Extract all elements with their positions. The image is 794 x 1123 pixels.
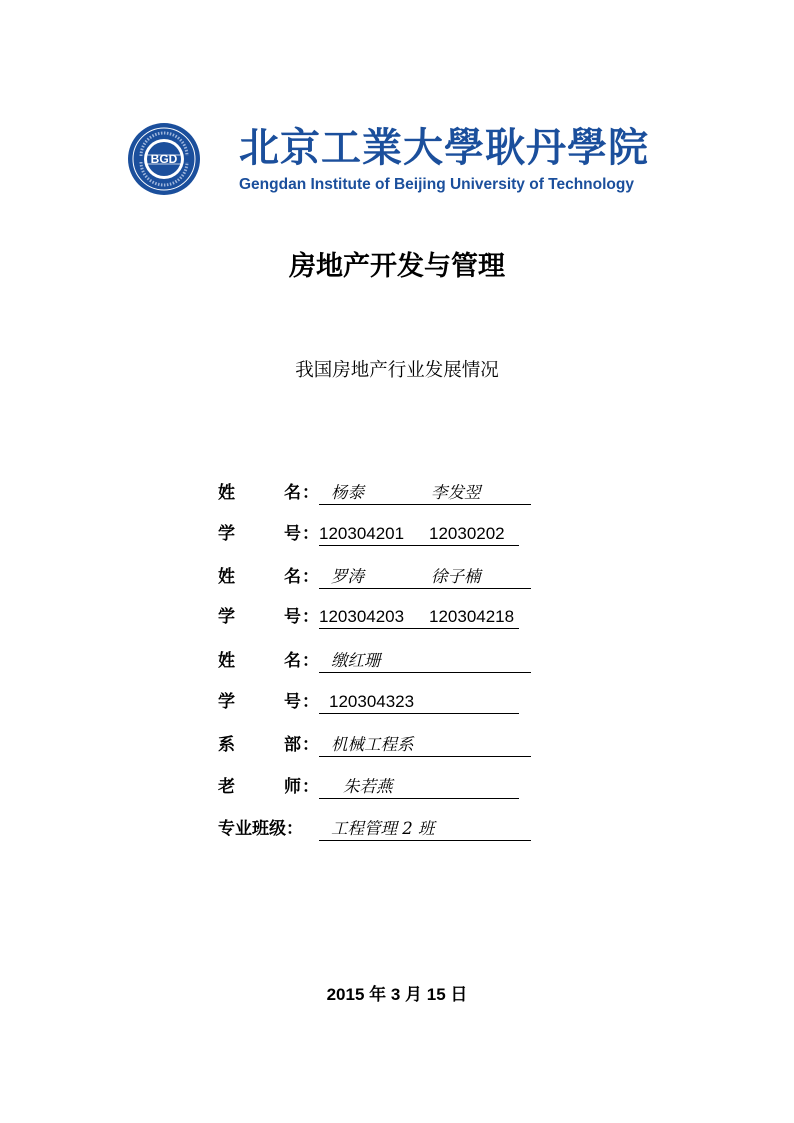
student-id: 120304218 [429, 607, 515, 626]
student-name: 李发翌 [431, 483, 481, 502]
school-header [127, 122, 667, 198]
name-row-3: 姓 名 ： 缴红珊 [218, 646, 528, 676]
course-title: 房地产开发与管理 [289, 251, 505, 282]
field-value [319, 646, 531, 673]
field-value [319, 562, 531, 589]
id-row-2: 学 号 ： 120304203 120304218 [218, 602, 528, 632]
field-value [319, 687, 519, 714]
id-row-3: 学 号 ： 120304323 [218, 687, 528, 717]
student-name: 罗涛 [331, 567, 364, 586]
name-row-2: 姓 名 ： 罗涛 徐子楠 [218, 562, 528, 592]
student-id: 120304203 [319, 607, 405, 626]
department-row: 系 部 ： 机械工程系 [218, 730, 528, 760]
student-name: 徐子楠 [431, 567, 481, 586]
school-name-english: Gengdan Institute of Beijing University of Technology [239, 176, 634, 193]
school-name-chinese: 北京工業大學耿丹學院 [239, 124, 649, 171]
field-value [319, 478, 531, 505]
report-subtitle: 我国房地产行业发展情况 [295, 360, 499, 381]
teacher-value: 朱若燕 [343, 777, 393, 796]
seal-text: BGD [150, 152, 178, 166]
student-id: 120304201 [319, 524, 405, 543]
class-row: 专业班级： 工程管理 2 班 [218, 814, 528, 844]
name-row-1: 姓 名 ： 杨泰 李发翌 [218, 478, 528, 508]
student-id: 120304323 [329, 692, 415, 711]
teacher-row: 老 师 ： 朱若燕 [218, 772, 528, 802]
submission-date: 2015 年 3 月 15 日 [326, 985, 468, 1004]
field-value [319, 814, 531, 841]
field-value [319, 602, 519, 629]
id-row-1: 学 号 ： 120304201 12030202 [218, 519, 528, 549]
field-value [319, 772, 519, 799]
student-id: 12030202 [429, 524, 505, 543]
class-value: 工程管理 2 班 [331, 819, 435, 838]
field-value [319, 519, 519, 546]
student-name: 杨泰 [331, 483, 364, 502]
field-value [319, 730, 531, 757]
school-seal-logo [127, 122, 201, 196]
student-name: 缴红珊 [331, 651, 381, 670]
department-value: 机械工程系 [331, 735, 414, 754]
